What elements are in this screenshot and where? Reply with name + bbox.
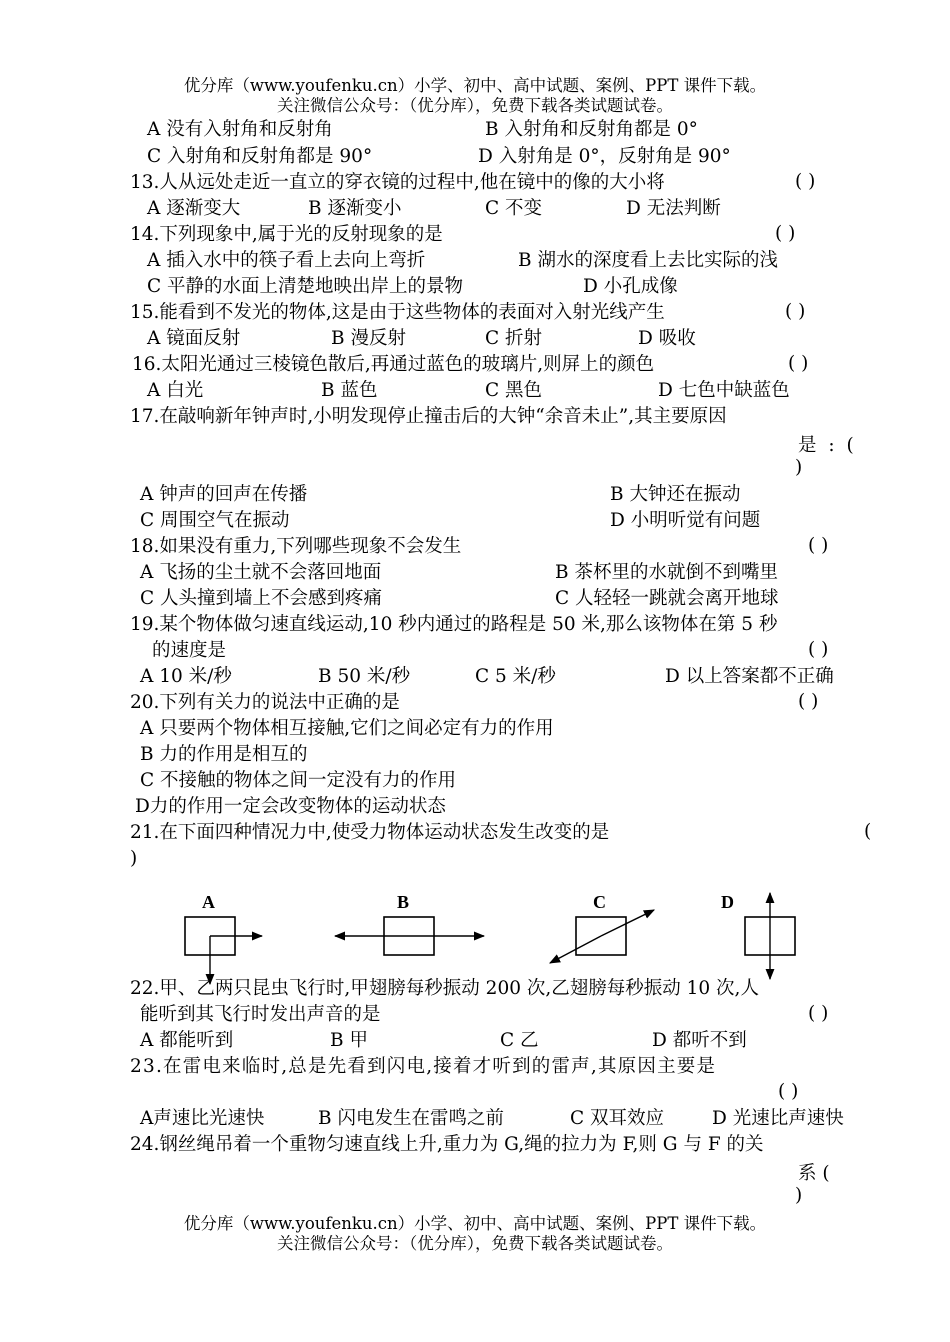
header-line-2: 关注微信公众号：（优分库），免费下载各类试题试卷。 (277, 96, 673, 115)
q18-answer-blank: ( ) (808, 535, 829, 556)
q16-option-b: B 蓝色 (321, 380, 378, 401)
figure-label-b: B (397, 892, 410, 912)
q19-option-c: C 5 米/秒 (475, 666, 556, 687)
q23-option-c: C 双耳效应 (570, 1108, 665, 1129)
header-line-1: 优分库（www.youfenku.cn）小学、初中、高中试题、案例、PPT 课件下载。 (183, 76, 767, 95)
q19-stem: 19.某个物体做匀速直线运动,10 秒内通过的路程是 50 米,那么该物体在第 5 秒 (130, 614, 778, 635)
q24-stem: 24.钢丝绳吊着一个重物匀速直线上升,重力为 G,绳的拉力为 F,则 G 与 F 的关 (130, 1134, 764, 1155)
q19-option-d: D 以上答案都不正确 (665, 666, 834, 687)
q17-option-d: D 小明听觉有问题 (610, 510, 761, 531)
q22-option-b: B 甲 (330, 1030, 368, 1051)
q16-option-d: D 七色中缺蓝色 (658, 380, 790, 401)
q22-option-a: A 都能听到 (140, 1030, 234, 1051)
q23-option-b: B 闪电发生在雷鸣之前 (318, 1108, 504, 1129)
q22-answer-blank: ( ) (808, 1003, 829, 1024)
q14-option-a: A 插入水中的筷子看上去向上弯折 (147, 250, 426, 271)
figure-label-a: A (202, 892, 215, 912)
q15-stem: 15.能看到不发光的物体,这是由于这些物体的表面对入射光线产生 (130, 302, 665, 323)
figure-label-d: D (721, 892, 734, 912)
q12-option-c: C 入射角和反射角都是 90° (147, 146, 373, 167)
q18-option-c: C 人头撞到墙上不会感到疼痛 (140, 588, 383, 609)
q15-option-d: D 吸收 (638, 328, 696, 349)
q17-option-a: A 钟声的回声在传播 (140, 484, 308, 505)
q14-option-c: C 平静的水面上清楚地映出岸上的景物 (147, 276, 464, 297)
q20-option-a: A 只要两个物体相互接触,它们之间必定有力的作用 (140, 718, 554, 739)
q17-option-b: B 大钟还在振动 (610, 484, 741, 505)
q18-option-b: B 茶杯里的水就倒不到嘴里 (555, 562, 778, 583)
q14-answer-blank: ( ) (775, 223, 796, 244)
q24-stem-continued: 系 ( (798, 1163, 830, 1184)
q14-option-d: D 小孔成像 (583, 276, 678, 297)
q13-option-d: D 无法判断 (626, 198, 721, 219)
q16-option-a: A 白光 (147, 380, 204, 401)
diagram-c (550, 910, 654, 963)
q20-stem: 20.下列有关力的说法中正确的是 (130, 692, 400, 713)
diagram-a (185, 917, 262, 984)
footer-line-1: 优分库（www.youfenku.cn）小学、初中、高中试题、案例、PPT 课件下载。 (183, 1214, 767, 1233)
q17-stem: 17.在敲响新年钟声时,小明发现停止撞击后的大钟“余音未止”,其主要原因 (130, 406, 727, 427)
q23-answer-blank: ( ) (778, 1081, 799, 1102)
q19-stem-continued: 的速度是 (152, 640, 227, 661)
q22-option-d: D 都听不到 (652, 1030, 747, 1051)
q23-option-a: A声速比光速快 (140, 1108, 265, 1129)
q22-stem-continued: 能听到其飞行时发出声音的是 (140, 1004, 381, 1025)
q13-option-a: A 逐渐变大 (147, 198, 241, 219)
q17-answer-blank-close: ) (795, 457, 803, 478)
q13-stem: 13.人从远处走近一直立的穿衣镜的过程中,他在镜中的像的大小将 (130, 172, 665, 193)
q19-option-a: A 10 米/秒 (140, 666, 232, 687)
q24-answer-blank-close: ) (795, 1185, 803, 1206)
figure-label-c: C (593, 892, 606, 912)
q19-answer-blank: ( ) (808, 639, 829, 660)
q13-answer-blank: ( ) (795, 171, 816, 192)
q23-option-d: D 光速比声速快 (712, 1108, 844, 1129)
q20-answer-blank: ( ) (798, 691, 819, 712)
q12-option-a: A 没有入射角和反射角 (147, 119, 333, 140)
q21-force-diagrams (0, 880, 950, 990)
q22-option-c: C 乙 (500, 1030, 539, 1051)
q20-option-b: B 力的作用是相互的 (140, 744, 308, 765)
q18-stem: 18.如果没有重力,下列哪些现象不会发生 (130, 536, 462, 557)
q18-option-a: A 飞扬的尘土就不会落回地面 (140, 562, 382, 583)
q14-option-b: B 湖水的深度看上去比实际的浅 (518, 250, 778, 271)
q19-option-b: B 50 米/秒 (318, 666, 411, 687)
q17-option-c: C 周围空气在振动 (140, 510, 290, 531)
q18-option-d: C 人轻轻一跳就会离开地球 (555, 588, 779, 609)
q12-option-d: D 入射角是 0°，反射角是 90° (478, 146, 731, 167)
q13-option-c: C 不变 (485, 198, 543, 219)
q20-option-c: C 不接触的物体之间一定没有力的作用 (140, 770, 457, 791)
diagram-b (335, 917, 484, 955)
diagram-d (745, 893, 795, 979)
q14-stem: 14.下列现象中,属于光的反射现象的是 (130, 224, 443, 245)
q16-option-c: C 黑色 (485, 380, 543, 401)
q15-option-b: B 漫反射 (331, 328, 406, 349)
q12-option-b: B 入射角和反射角都是 0° (485, 119, 698, 140)
q15-option-a: A 镜面反射 (147, 328, 241, 349)
q21-answer-blank-open: ( (864, 821, 872, 842)
q23-stem: 23.在雷电来临时,总是先看到闪电,接着才听到的雷声,其原因主要是 (130, 1056, 717, 1077)
q15-answer-blank: ( ) (785, 301, 806, 322)
q15-option-c: C 折射 (485, 328, 543, 349)
q17-stem-continued: 是 : ( (798, 435, 854, 456)
q21-stem: 21.在下面四种情况力中,使受力物体运动状态发生改变的是 (130, 822, 610, 843)
footer-line-2: 关注微信公众号：（优分库），免费下载各类试题试卷。 (277, 1234, 673, 1253)
q16-stem: 16.太阳光通过三棱镜色散后,再通过蓝色的玻璃片,则屏上的颜色 (132, 354, 655, 375)
diagram-c-force-up-right (601, 910, 654, 936)
q16-answer-blank: ( ) (788, 353, 809, 374)
q22-stem: 22.甲、乙两只昆虫飞行时,甲翅膀每秒振动 200 次,乙翅膀每秒振动 10 次,人 (130, 978, 759, 999)
q13-option-b: B 逐渐变小 (308, 198, 402, 219)
q20-option-d: D力的作用一定会改变物体的运动状态 (135, 796, 446, 817)
q21-answer-blank-close: ) (130, 848, 138, 869)
